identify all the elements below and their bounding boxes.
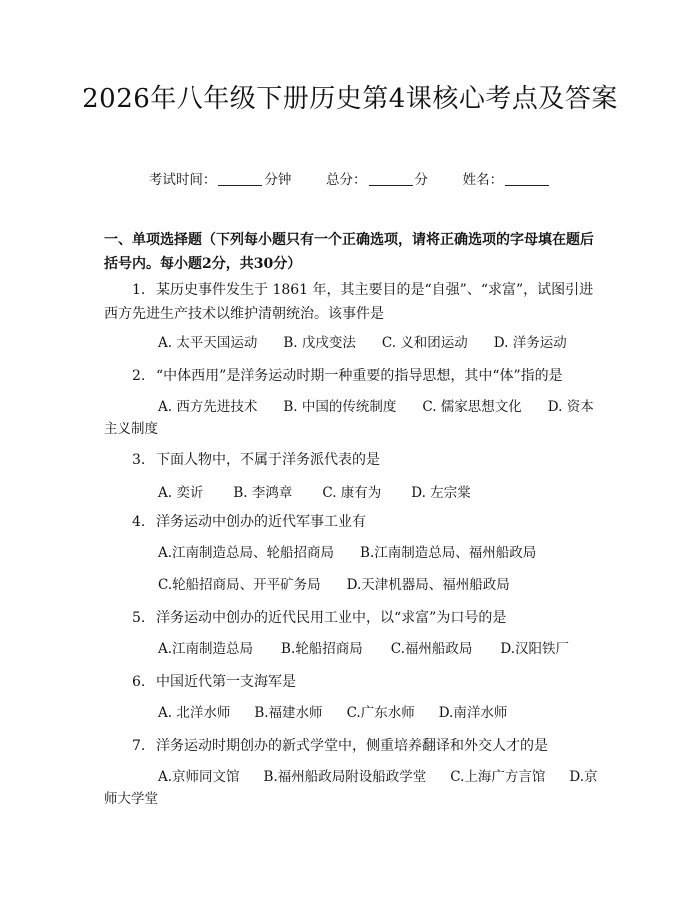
exam-meta-line	[0, 168, 700, 188]
option-b: B.福建水师	[254, 705, 323, 721]
time-blank	[218, 185, 262, 186]
question-7	[104, 734, 602, 758]
option-a: A.江南制造总局	[158, 641, 254, 657]
question-3-options	[104, 482, 602, 504]
time-label: 考试时间：	[148, 172, 217, 188]
page-title: 2026年八年级下册历史第4课核心考点及答案	[82, 84, 618, 114]
option-b: B.福州船政局附设船政学堂	[263, 769, 427, 785]
option-d: D.天津机器局、福州船政局	[346, 577, 510, 593]
option-b: B.轮船招商局	[281, 641, 363, 657]
name-blank	[505, 185, 549, 186]
question-2	[104, 364, 602, 388]
question-stem: 某历史事件发生于 1861 年，其主要目的是“自强”、“求富”，试图引进西方先进生产技术以维护清朝统治。该事件是	[104, 282, 594, 322]
option-a: A.江南制造总局、轮船招商局	[158, 545, 335, 561]
question-number: 2.	[132, 368, 146, 384]
option-d: D.汉阳铁厂	[500, 641, 570, 657]
question-stem: 下面人物中，不属于洋务派代表的是	[156, 452, 380, 468]
question-7-options	[104, 766, 602, 810]
option-a: A. 北洋水师	[158, 705, 231, 721]
question-6-options	[104, 702, 602, 724]
option-a: A. 西方先进技术	[158, 399, 258, 415]
name-label: 姓名：	[462, 172, 504, 188]
option-c: C.上海广方言馆	[450, 769, 546, 785]
option-c: C. 康有为	[322, 485, 382, 501]
option-c: C. 儒家思想文化	[422, 399, 522, 415]
section-heading: 一、单项选择题（下列每小题只有一个正确选项，请将正确选项的字母填在题后括号内。每小题2分，共30分）	[104, 232, 594, 272]
option-c: C.轮船招商局、开平矿务局	[158, 577, 321, 593]
option-b: B. 李鸿章	[233, 485, 293, 501]
question-number: 3.	[132, 452, 146, 468]
question-stem: “中体西用”是洋务运动时期一种重要的指导思想，其中“体”指的是	[156, 368, 563, 384]
score-unit: 分	[414, 172, 428, 188]
question-number: 1.	[132, 282, 146, 298]
option-d: D.南洋水师	[438, 705, 508, 721]
question-1-options	[104, 332, 602, 354]
question-stem: 中国近代第一支海军是	[156, 674, 296, 690]
score-label: 总分：	[326, 172, 367, 188]
option-d: D. 资本主义制度	[104, 399, 594, 437]
question-4	[104, 510, 602, 534]
option-b: B. 中国的传统制度	[283, 399, 397, 415]
question-stem: 洋务运动时期创办的新式学堂中，侧重培养翻译和外交人才的是	[156, 738, 548, 754]
question-6	[104, 670, 602, 694]
question-number: 5.	[132, 610, 146, 626]
question-number: 7.	[132, 738, 146, 754]
score-blank	[369, 185, 413, 186]
option-a: A.京师同文馆	[158, 769, 240, 785]
option-b: B.江南制造总局、福州船政局	[360, 545, 537, 561]
option-c: C.广东水师	[346, 705, 415, 721]
question-5	[104, 606, 602, 630]
option-b: B. 戊戌变法	[283, 335, 356, 351]
option-a: A. 太平天国运动	[158, 335, 258, 351]
option-d: D. 洋务运动	[493, 335, 567, 351]
question-number: 6.	[132, 674, 146, 690]
question-3	[104, 448, 602, 472]
question-1	[104, 278, 602, 326]
question-stem: 洋务运动中创办的近代民用工业中，以“求富”为口号的是	[156, 610, 507, 626]
option-d: D.京师大学堂	[104, 769, 598, 807]
question-4-options-row1	[104, 542, 602, 564]
option-c: C. 义和团运动	[381, 335, 468, 351]
question-stem: 洋务运动中创办的近代军事工业有	[156, 514, 366, 530]
option-d: D. 左宗棠	[411, 485, 471, 501]
question-5-options	[104, 638, 602, 660]
question-number: 4.	[132, 514, 146, 530]
option-c: C.福州船政局	[390, 641, 473, 657]
option-a: A. 奕䜣	[158, 485, 204, 501]
question-4-options-row2	[104, 574, 602, 596]
time-unit: 分钟	[264, 172, 292, 188]
question-2-options	[104, 396, 602, 440]
